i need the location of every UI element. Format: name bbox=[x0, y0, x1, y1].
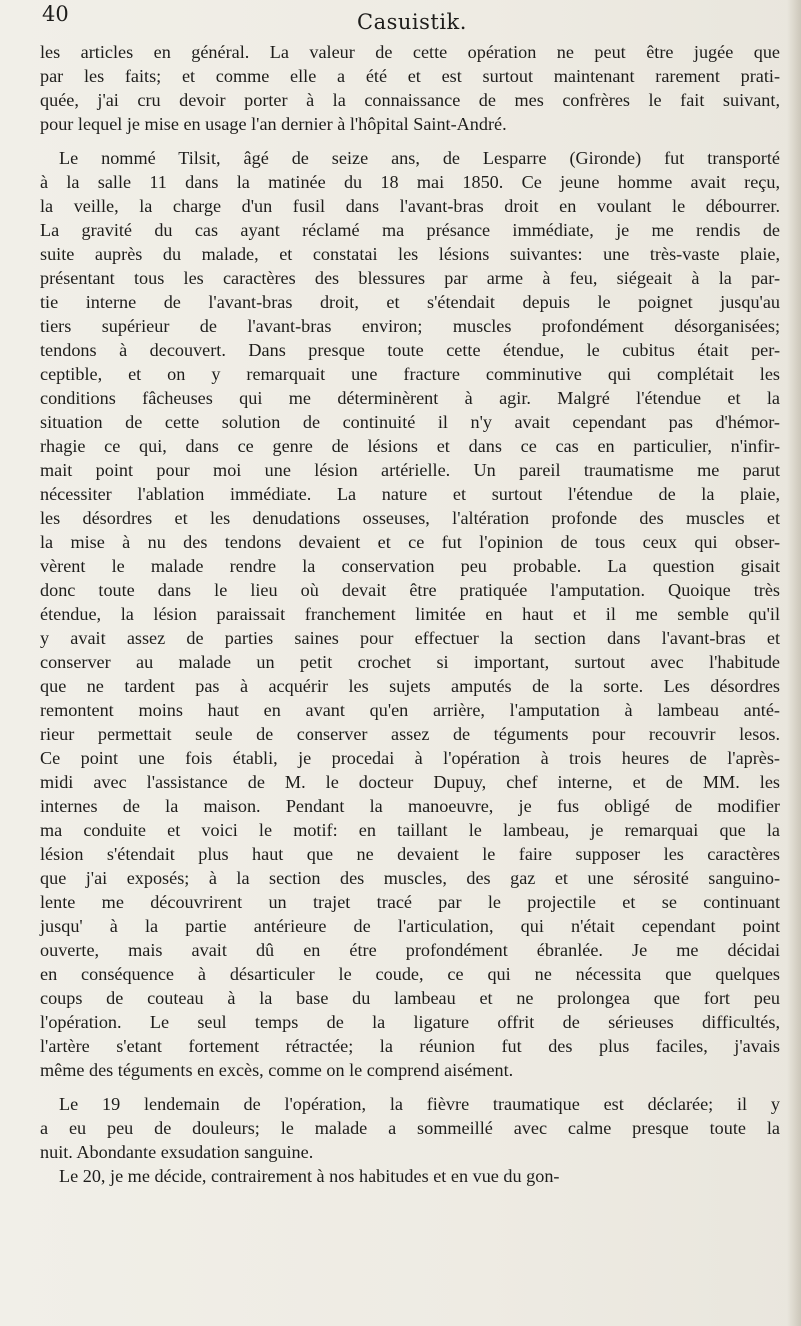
text-line: suite auprès du malade, et constatai les lésions suivantes: une très-vaste plaie, bbox=[40, 244, 780, 264]
text-line: à la salle 11 dans la matinée du 18 mai 1850. Ce jeune homme avait reçu, bbox=[40, 172, 780, 192]
text-line: tendons à decouvert. Dans presque toute cette étendue, le cubitus était per- bbox=[40, 340, 780, 360]
text-line: l'artère s'etant fortement rétractée; la réunion fut des plus faciles, j'avais bbox=[40, 1036, 780, 1056]
text-line: La gravité du cas ayant réclamé ma présance immédiate, je me rendis de bbox=[40, 220, 780, 240]
text-line: Ce point une fois établi, je procedai à l'opération à trois heures de l'après- bbox=[40, 748, 780, 768]
text-line: conserver au malade un petit crochet si important, surtout avec l'habitude bbox=[40, 652, 780, 672]
running-title: Casuistik. bbox=[357, 10, 467, 34]
text-line: tie interne de l'avant-bras droit, et s'étendait depuis le poignet jusqu'au bbox=[40, 292, 780, 312]
text-line: Le 20, je me décide, contrairement à nos habitudes et en vue du gon- bbox=[59, 1166, 560, 1186]
paragraph bbox=[40, 1092, 780, 1164]
text-line: a eu peu de douleurs; le malade a sommeillé avec calme presque toute la bbox=[40, 1118, 780, 1138]
text-line: même des téguments en excès, comme on le comprend aisément. bbox=[40, 1060, 514, 1080]
text-line: étendue, la lésion paraissait franchement limitée en haut et il me semble qu'il bbox=[40, 604, 780, 624]
text-line: coups de couteau à la base du lambeau et ne prolongea que fort peu bbox=[40, 988, 780, 1008]
text-line: situation de cette solution de continuité il n'y avait cependant pas d'hémor- bbox=[40, 412, 780, 432]
text-line: Le nommé Tilsit, âgé de seize ans, de Lesparre (Gironde) fut transporté bbox=[59, 148, 780, 168]
text-line: les désordres et les denudations osseuses, l'altération profonde des muscles et bbox=[40, 508, 780, 528]
text-line: remontent moins haut en avant qu'en arrière, l'amputation à lambeau anté- bbox=[40, 700, 780, 720]
text-line: que j'ai exposés; à la section des muscles, des gaz et une sérosité sanguino- bbox=[40, 868, 780, 888]
text-line: que ne tardent pas à acquérir les sujets amputés de la sorte. Les désordres bbox=[40, 676, 780, 696]
text-line: ceptible, et on y remarquait une fracture comminutive qui complétait les bbox=[40, 364, 780, 384]
text-line: les articles en général. La valeur de cette opération ne peut être jugée que bbox=[40, 42, 780, 62]
text-line: l'opération. Le seul temps de la ligature offrit de sérieuses difficultés, bbox=[40, 1012, 780, 1032]
text-line: lente me découvrirent un trajet tracé par le projectile et se continuant bbox=[40, 892, 780, 912]
page-edge-shadow bbox=[787, 0, 801, 1326]
body-text bbox=[40, 40, 780, 1188]
text-line: la veille, la charge d'un fusil dans l'avant-bras droit en voulant le débourrer. bbox=[40, 196, 780, 216]
paragraph bbox=[40, 146, 780, 1082]
text-line: nuit. Abondante exsudation sanguine. bbox=[40, 1142, 314, 1162]
text-line: par les faits; et comme elle a été et est surtout maintenant rarement prati- bbox=[40, 66, 780, 86]
text-line: la mise à nu des tendons devaient et ce fut l'opinion de tous ceux qui obser- bbox=[40, 532, 780, 552]
text-line: rhagie ce qui, dans ce genre de lésions et dans ce cas en particulier, n'infir- bbox=[40, 436, 780, 456]
text-line: rieur permettait seule de conserver assez de téguments pour recouvrir lesos. bbox=[40, 724, 780, 744]
text-line: vèrent le malade rendre la conservation peu probable. La question gisait bbox=[40, 556, 780, 576]
text-line: nécessiter l'ablation immédiate. La nature et surtout l'étendue de la plaie, bbox=[40, 484, 780, 504]
paragraph bbox=[40, 1164, 780, 1188]
text-line: donc toute dans le lieu où devait être pratiquée l'amputation. Quoique très bbox=[40, 580, 780, 600]
text-line: en conséquence à désarticuler le coude, ce qui ne nécessita que quelques bbox=[40, 964, 780, 984]
text-line: quée, j'ai cru devoir porter à la connaissance de mes confrères le fait suivant, bbox=[40, 90, 780, 110]
text-line: présentant tous les caractères des blessures par arme à feu, siégeait à la par- bbox=[40, 268, 780, 288]
page-number: 40 bbox=[42, 2, 69, 26]
text-line: ma conduite et voici le motif: en taillant le lambeau, je remarquai que la bbox=[40, 820, 780, 840]
text-line: lésion s'étendait plus haut que ne devaient le faire supposer les caractères bbox=[40, 844, 780, 864]
text-line: internes de la maison. Pendant la manoeuvre, je fus obligé de modifier bbox=[40, 796, 780, 816]
text-line: y avait assez de parties saines pour effectuer la section dans l'avant-bras et bbox=[40, 628, 780, 648]
page-header bbox=[42, 2, 782, 38]
text-line: mait point pour moi une lésion artérielle. Un pareil traumatisme me parut bbox=[40, 460, 780, 480]
text-line: conditions fâcheuses qui me déterminèrent à agir. Malgré l'étendue et la bbox=[40, 388, 780, 408]
text-line: midi avec l'assistance de M. le docteur Dupuy, chef interne, et de MM. les bbox=[40, 772, 780, 792]
text-line: ouverte, mais avait dû en étre profondément ébranlée. Je me décidai bbox=[40, 940, 780, 960]
text-line: Le 19 lendemain de l'opération, la fièvre traumatique est déclarée; il y bbox=[59, 1094, 780, 1114]
text-line: pour lequel je mise en usage l'an dernier à l'hôpital Saint-André. bbox=[40, 114, 507, 134]
text-line: tiers supérieur de l'avant-bras environ; muscles profondément désorganisées; bbox=[40, 316, 780, 336]
text-line: jusqu' à la partie antérieure de l'articulation, qui n'était cependant point bbox=[40, 916, 780, 936]
paragraph bbox=[40, 40, 780, 136]
